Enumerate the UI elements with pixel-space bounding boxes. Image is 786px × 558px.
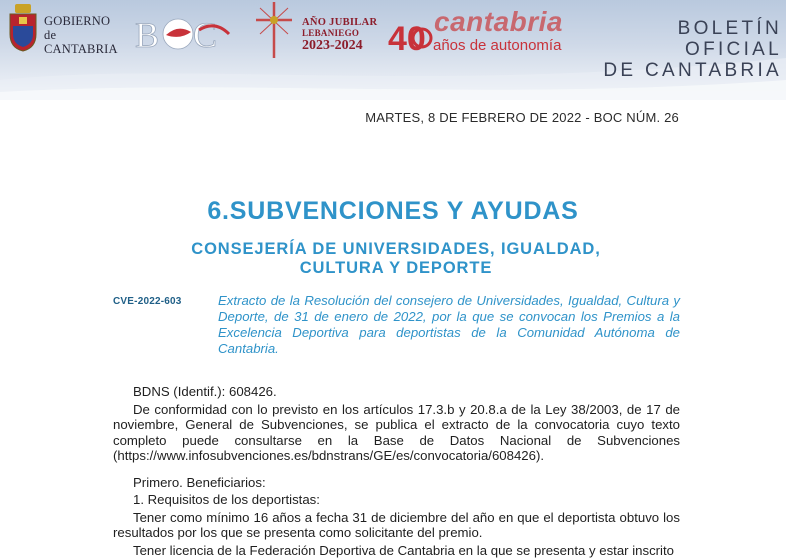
gobierno-line-2: de xyxy=(44,28,118,42)
issue-dateline: MARTES, 8 DE FEBRERO DE 2022 - BOC NÚM. 26 xyxy=(0,110,679,125)
gobierno-line-1: GOBIERNO xyxy=(44,14,118,28)
svg-text:C: C xyxy=(193,15,217,54)
jubilar-line-2: LEBANIEGO xyxy=(302,28,377,38)
requisitos-heading: 1. Requisitos de los deportistas: xyxy=(113,492,680,508)
jubilar-text xyxy=(302,17,377,53)
svg-text:B: B xyxy=(135,15,159,54)
jubilar-line-3: 2023-2024 xyxy=(302,38,377,53)
document-body xyxy=(113,384,680,558)
tener-paragraph: Tener como mínimo 16 años a fecha 31 de diciembre del año en que el deportista obtuvo los resultados por los que se presenta como solicitante del premio. xyxy=(113,510,680,541)
subsection-line-1: CONSEJERÍA DE UNIVERSIDADES, IGUALDAD, xyxy=(0,240,786,259)
conformidad-paragraph: De conformidad con lo previsto en los artículos 17.3.b y 20.8.a de la Ley 38/2003, de 17 de noviembre, General de Subvenciones, se publica el extracto de la convocatoria cuyo texto completo puede consultarse en la Base de Datos Nacional de Subvenciones (https://www.infosubvenciones.es/bdnstrans/GE/es/convocatoria/608426). xyxy=(113,402,680,464)
subsection-title xyxy=(0,240,786,278)
jubilar-line-1: AÑO JUBILAR xyxy=(302,17,377,28)
autonomia-40-logo xyxy=(388,14,436,58)
boc-logo-text: BOC xyxy=(133,14,135,15)
boc-logo xyxy=(133,14,233,54)
header-banner xyxy=(0,0,786,100)
boletin-oficial-title xyxy=(576,18,782,81)
tener-licencia-paragraph: Tener licencia de la Federación Deportiva de Cantabria en la que se presenta y estar inscrito xyxy=(113,543,680,558)
autonomia-text: años de autonomía xyxy=(433,37,561,54)
autonomia-cantabria: cantabria xyxy=(434,6,563,38)
boletin-line-2: DE CANTABRIA xyxy=(576,60,782,81)
subsection-line-2: CULTURA Y DEPORTE xyxy=(0,259,786,278)
bdns-paragraph: BDNS (Identif.): 608426. xyxy=(113,384,680,400)
cve-code: CVE-2022-603 xyxy=(113,296,182,307)
gobierno-line-3: CANTABRIA xyxy=(44,42,118,56)
gobierno-cantabria-logo xyxy=(8,4,118,60)
coat-of-arms-icon xyxy=(8,4,38,52)
primero-heading: Primero. Beneficiarios: xyxy=(113,475,680,491)
boletin-line-1: BOLETÍN OFICIAL xyxy=(576,18,782,60)
section-title: 6.SUBVENCIONES Y AYUDAS xyxy=(0,197,786,226)
extract-summary: Extracto de la Resolución del consejero de Universidades, Igualdad, Cultura y Deporte, de 31 de enero de 2022, por la que se convocan los Premios a la Excelencia Deportiva para deportistas de la Comunidad Autónoma de Cantabria. xyxy=(218,293,680,357)
autonomia-number: 40 xyxy=(388,20,426,58)
